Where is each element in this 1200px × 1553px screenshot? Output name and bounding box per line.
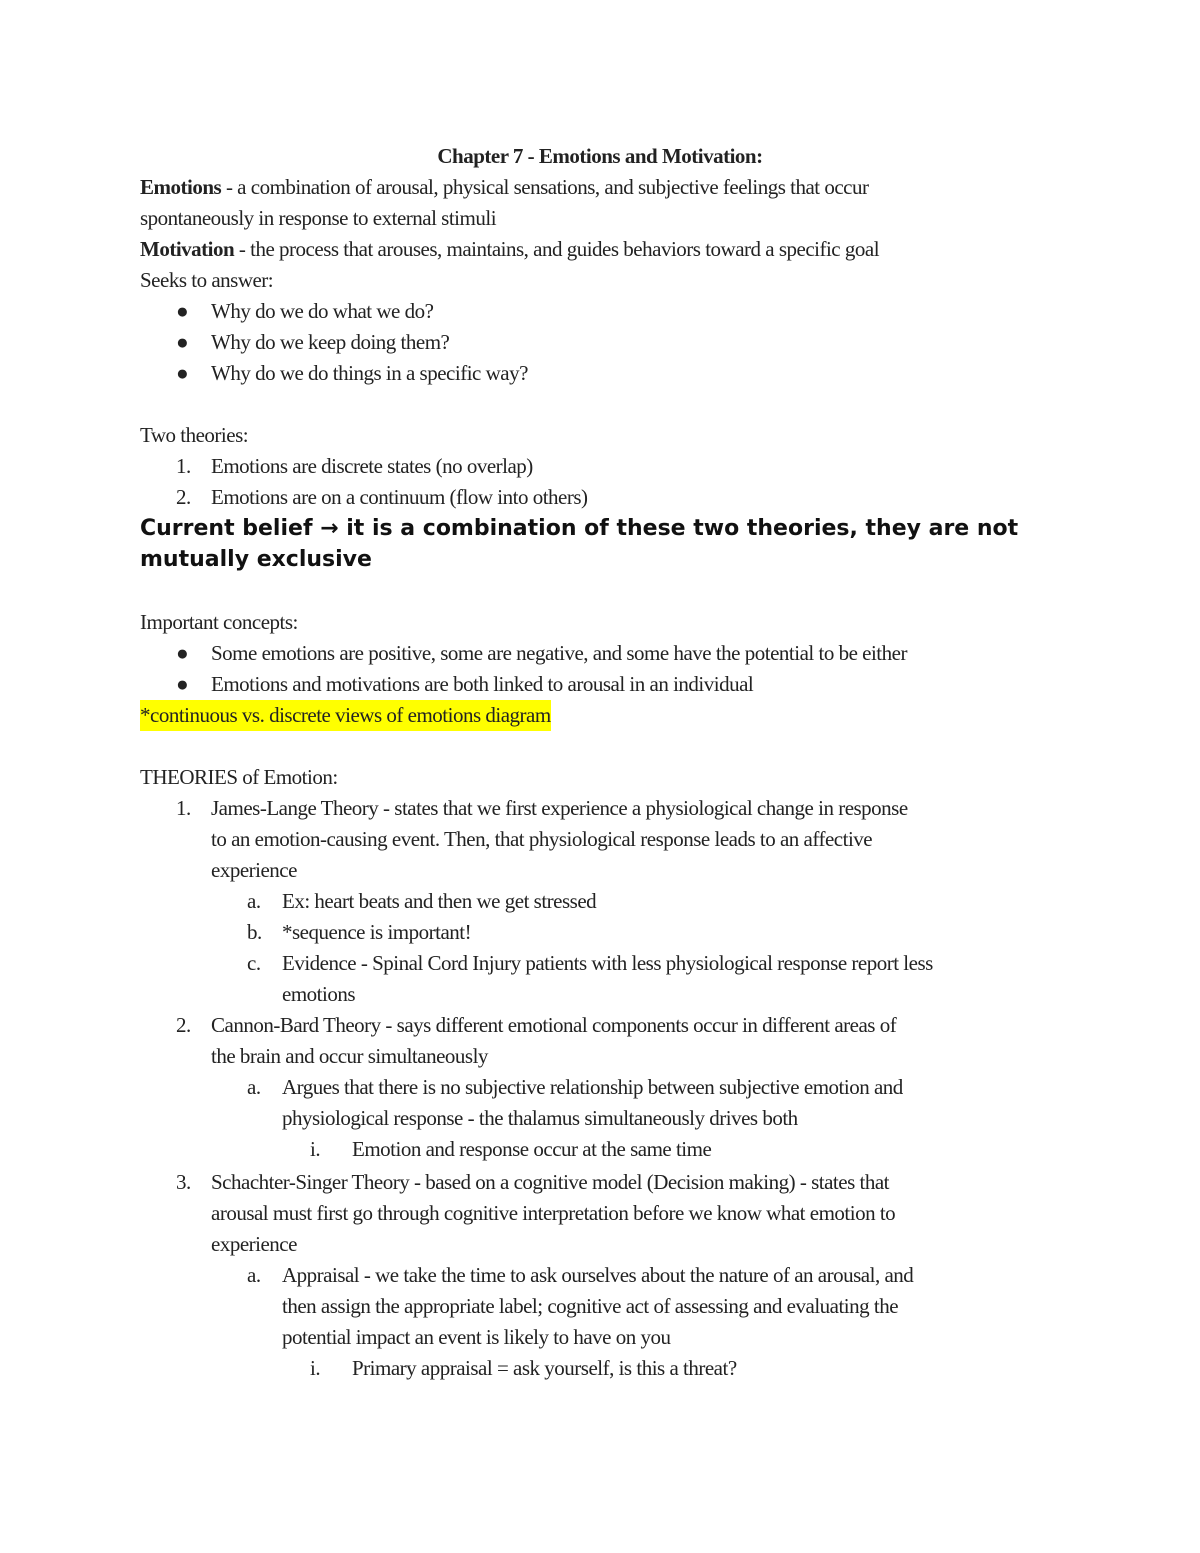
current-belief-line2: mutually exclusive — [140, 547, 372, 572]
schachter-singer-line: experience — [211, 1232, 297, 1256]
list-marker: c. — [247, 951, 261, 975]
list-marker: a. — [247, 889, 261, 913]
list-marker: i. — [310, 1137, 321, 1161]
list-marker: b. — [247, 920, 262, 944]
cannon-bard-line: the brain and occur simultaneously — [211, 1044, 488, 1068]
list-marker: a. — [247, 1075, 261, 1099]
concept-item: Some emotions are positive, some are negative, and some have the potential to be either — [211, 641, 907, 665]
schachter-singer-line: arousal must first go through cognitive interpretation before we know what emotion to — [211, 1201, 896, 1225]
list-number: 1. — [176, 796, 191, 820]
theory-item: Emotions are on a continuum (flow into others) — [211, 485, 588, 509]
cannon-bard-subsubitem: Emotion and response occur at the same time — [352, 1137, 712, 1161]
cannon-bard-subitem: physiological response - the thalamus simultaneously drives both — [282, 1106, 798, 1130]
theories-heading: THEORIES of Emotion: — [140, 765, 338, 789]
cannon-bard-subitem: Argues that there is no subjective relationship between subjective emotion and — [282, 1075, 903, 1099]
motivation-def: - the process that arouses, maintains, and guides behaviors toward a specific goal — [234, 237, 880, 261]
james-lange-line: to an emotion-causing event. Then, that physiological response leads to an affective — [211, 827, 873, 851]
list-marker: i. — [310, 1356, 321, 1380]
james-lange-subitem: emotions — [282, 982, 355, 1006]
seeks-to-answer: Seeks to answer: — [140, 268, 274, 292]
bullet-icon: ● — [176, 641, 189, 665]
james-lange-line: experience — [211, 858, 297, 882]
schachter-singer-subitem: Appraisal - we take the time to ask ourselves about the nature of an arousal, and — [282, 1263, 914, 1287]
highlighted-note: *continuous vs. discrete views of emotions diagram — [140, 700, 551, 731]
schachter-singer-subsubitem: Primary appraisal = ask yourself, is this a threat? — [352, 1356, 737, 1380]
important-concepts-heading: Important concepts: — [140, 610, 298, 634]
james-lange-subitem: Evidence - Spinal Cord Injury patients with less physiological response report less — [282, 951, 933, 975]
bullet-icon: ● — [176, 299, 189, 323]
current-belief-line1: Current belief → it is a combination of these two theories, they are not — [140, 516, 1019, 541]
bullet-icon: ● — [176, 361, 189, 385]
list-number: 2. — [176, 1013, 191, 1037]
cannon-bard-line: Cannon-Bard Theory - says different emotional components occur in different areas of — [211, 1013, 897, 1037]
bullet-icon: ● — [176, 672, 189, 696]
bullet-icon: ● — [176, 330, 189, 354]
list-number: 2. — [176, 485, 191, 509]
motivation-term: Motivation — [140, 237, 235, 261]
emotions-def-line2: spontaneously in response to external stimuli — [140, 206, 497, 230]
list-number: 1. — [176, 454, 191, 478]
james-lange-subitem: Ex: heart beats and then we get stressed — [282, 889, 597, 913]
emotions-def-line1: - a combination of arousal, physical sensations, and subjective feelings that occur — [221, 175, 869, 199]
emotions-term: Emotions — [140, 175, 222, 199]
list-marker: a. — [247, 1263, 261, 1287]
question-item: Why do we do things in a specific way? — [211, 361, 528, 385]
james-lange-line: James-Lange Theory - states that we first experience a physiological change in response — [211, 796, 908, 820]
motivation-definition — [140, 234, 879, 265]
concept-item: Emotions and motivations are both linked to arousal in an individual — [211, 672, 754, 696]
list-number: 3. — [176, 1170, 191, 1194]
question-item: Why do we keep doing them? — [211, 330, 450, 354]
schachter-singer-line: Schachter-Singer Theory - based on a cognitive model (Decision making) - states that — [211, 1170, 889, 1194]
theory-item: Emotions are discrete states (no overlap) — [211, 454, 533, 478]
schachter-singer-subitem: potential impact an event is likely to have on you — [282, 1325, 671, 1349]
two-theories-heading: Two theories: — [140, 423, 249, 447]
schachter-singer-subitem: then assign the appropriate label; cognitive act of assessing and evaluating the — [282, 1294, 899, 1318]
page-title: Chapter 7 - Emotions and Motivation: — [437, 144, 763, 168]
emotions-definition — [140, 172, 869, 203]
james-lange-subitem: *sequence is important! — [282, 920, 472, 944]
question-item: Why do we do what we do? — [211, 299, 434, 323]
